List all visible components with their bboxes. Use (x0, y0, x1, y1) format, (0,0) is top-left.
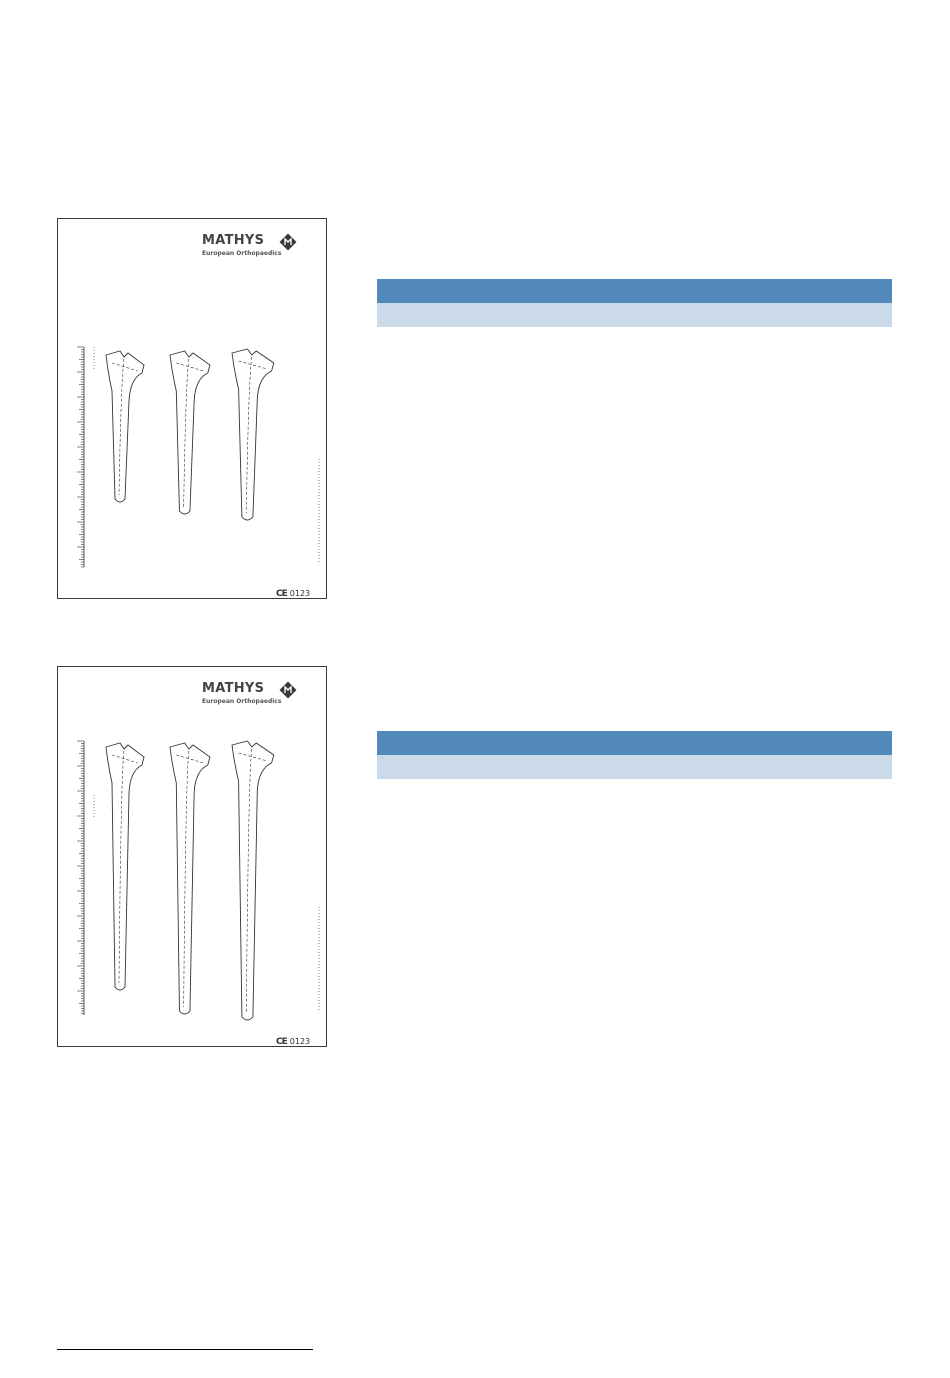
stem-large (232, 741, 274, 1020)
mathys-logo (202, 681, 312, 721)
ce-mark-icon: CE (276, 1037, 287, 1047)
ce-mark (276, 1029, 310, 1048)
ce-mark (276, 581, 310, 600)
template-drawing (58, 219, 328, 600)
table-subheader-bar-2 (377, 755, 892, 779)
side-fine-print (94, 795, 319, 1012)
logo-brand-text: MATHYS (202, 681, 265, 696)
xray-template-card-2 (57, 666, 327, 1047)
logo-brand-text: MATHYS (202, 233, 265, 248)
mathys-logo-icon (279, 681, 297, 699)
mathys-logo-icon (279, 233, 297, 251)
mathys-logo (202, 233, 312, 273)
stem-medium (170, 351, 210, 514)
stem-small (106, 351, 144, 502)
stem-small (106, 743, 144, 990)
ce-number: 0123 (289, 589, 311, 598)
stem-outlines (106, 741, 274, 1020)
stem-large (232, 349, 274, 520)
stem-medium (170, 743, 210, 1014)
side-fine-print (94, 347, 319, 564)
table-header-bar-2 (377, 731, 892, 755)
stem-outlines (106, 349, 274, 520)
ce-number: 0123 (289, 1037, 311, 1046)
xray-template-card-1 (57, 218, 327, 599)
logo-tagline: European Orthopaedics (202, 250, 282, 257)
footnote-rule (57, 1349, 313, 1350)
ce-mark-icon: CE (276, 589, 287, 599)
measurement-ruler (77, 741, 84, 1015)
logo-tagline: European Orthopaedics (202, 698, 282, 705)
measurement-ruler (77, 347, 84, 567)
template-drawing (58, 667, 328, 1048)
table-subheader-bar-1 (377, 303, 892, 327)
table-header-bar-1 (377, 279, 892, 303)
